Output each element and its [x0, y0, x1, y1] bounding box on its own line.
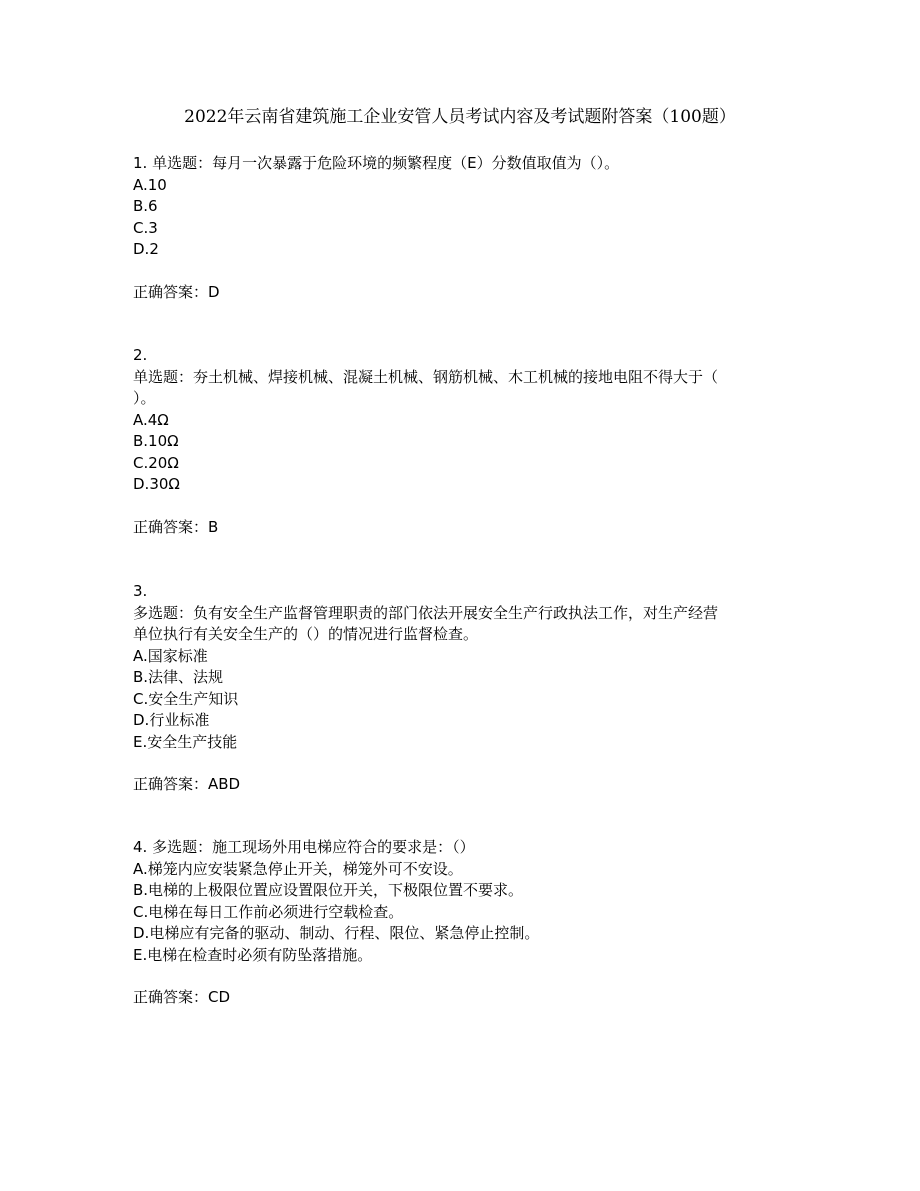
option-c: C.3 [133, 218, 158, 237]
question-1-number: 1. [133, 154, 148, 172]
option-c: C.20Ω [133, 453, 179, 472]
question-3-stem: 多选题：负有安全生产监督管理职责的部门依法开展安全生产行政执法工作，对生产经营 [133, 603, 719, 622]
option-a: A.国家标准 [133, 646, 208, 665]
question-4-stem: 多选题：施工现场外用电梯应符合的要求是：（） [152, 838, 475, 856]
question-1-answer: 正确答案：D [133, 282, 220, 301]
option-b: B.10Ω [133, 432, 179, 450]
question-3-number: 3. [133, 582, 148, 600]
question-2-stem-continued: ）。 [133, 389, 156, 407]
question-1-header [133, 153, 793, 175]
question-2-answer: 正确答案：B [133, 517, 219, 536]
option-d: D.行业标准 [133, 711, 210, 729]
question-2-stem: 单选题：夯土机械、焊接机械、混凝土机械、钢筋机械、木工机械的接地电阻不得大于（ [133, 367, 719, 386]
question-4-header [133, 837, 793, 859]
option-a: A.10 [133, 175, 167, 194]
question-3 [133, 581, 793, 796]
option-d: D.30Ω [133, 475, 180, 493]
option-b: B.6 [133, 197, 158, 215]
option-c: C.电梯在每日工作前必须进行空载检查。 [133, 902, 404, 921]
question-4-answer: 正确答案：CD [133, 988, 231, 1006]
question-4-number: 4. [133, 838, 148, 856]
option-e: E.安全生产技能 [133, 732, 238, 751]
question-1-stem: 单选题：每月一次暴露于危险环境的频繁程度（E）分数值取值为（）。 [152, 154, 620, 172]
question-3-stem-continued: 单位执行有关安全生产的（）的情况进行监督检查。 [133, 625, 479, 643]
question-1 [133, 153, 793, 303]
question-2 [133, 345, 793, 538]
option-d: D.2 [133, 240, 159, 258]
option-d: D.电梯应有完备的驱动、制动、行程、限位、紧急停止控制。 [133, 924, 540, 942]
option-c: C.安全生产知识 [133, 689, 239, 708]
question-4 [133, 837, 793, 1009]
question-3-answer: 正确答案：ABD [133, 775, 241, 793]
option-a: A.梯笼内应安装紧急停止开关，梯笼外可不安设。 [133, 859, 463, 878]
option-a: A.4Ω [133, 410, 169, 429]
option-b: B.电梯的上极限位置应设置限位开关，下极限位置不要求。 [133, 881, 524, 899]
option-e: E.电梯在检查时必须有防坠落措施。 [133, 945, 373, 964]
question-2-number: 2. [133, 346, 148, 364]
document-title: 2022年云南省建筑施工企业安管人员考试内容及考试题附答案（100题） [184, 107, 736, 127]
option-b: B.法律、法规 [133, 668, 224, 686]
